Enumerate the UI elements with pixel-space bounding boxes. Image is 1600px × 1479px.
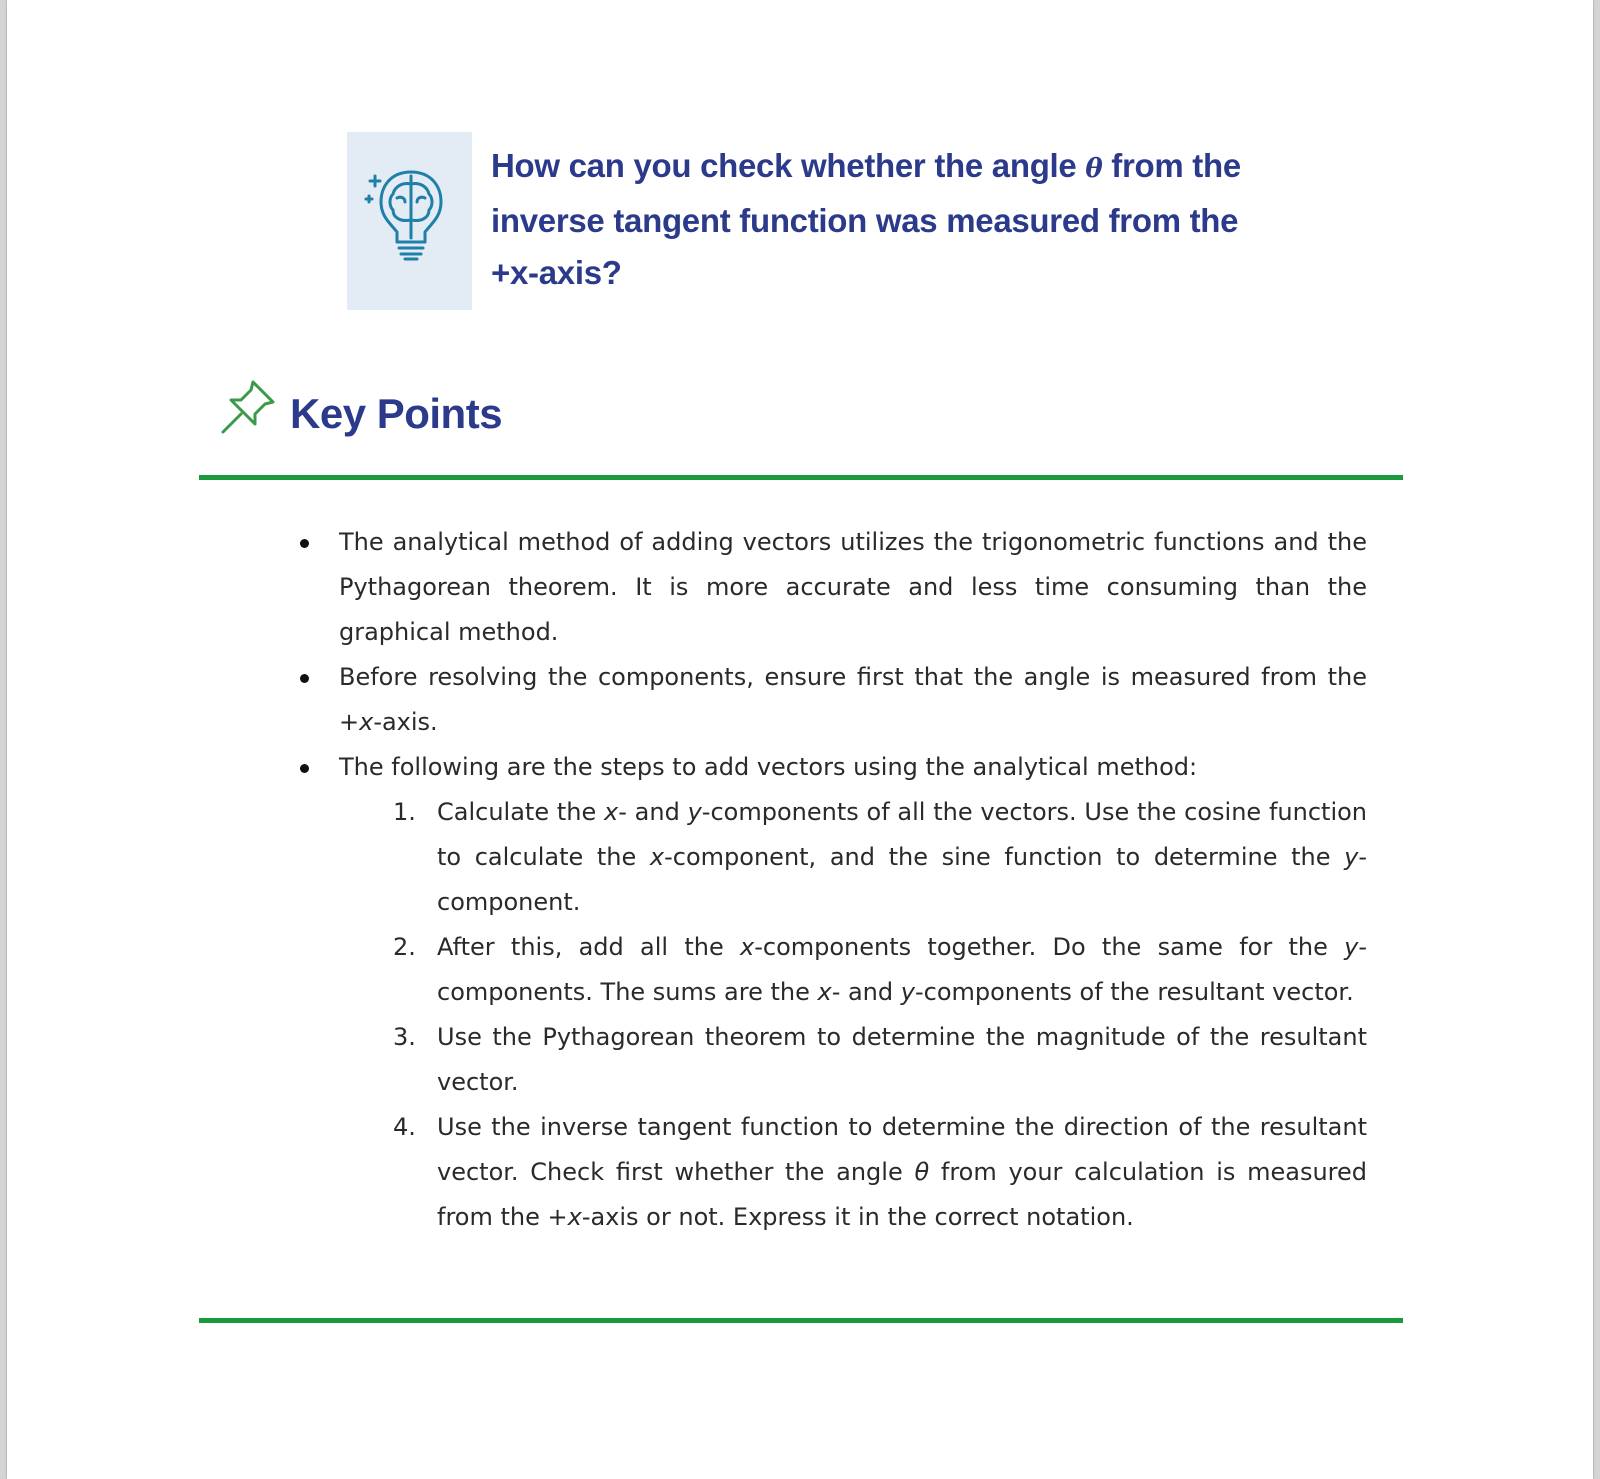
step-item: 2. After this, add all the x-components together. Do the same for the y-components. The sums are the x- and y-components of the resultant vector.	[393, 933, 1367, 1006]
brain-lightbulb-icon	[361, 162, 461, 267]
bottom-divider	[199, 1318, 1403, 1323]
list-item: The following are the steps to add vectors using the analytical method:	[297, 745, 1367, 790]
pushpin-icon	[219, 376, 279, 436]
step-item: 3. Use the Pythagorean theorem to determine the magnitude of the resultant vector.	[393, 1023, 1367, 1096]
document-page	[7, 0, 1593, 1479]
step-item: 4. Use the inverse tangent function to determine the direction of the resultant vector. Check first whether the angle θ from your calculation is measured from the +x-axis or not. Express it in the correct notation.	[393, 1113, 1367, 1231]
steps-list	[297, 790, 1367, 1240]
list-item: The analytical method of adding vectors utilizes the trigonometric functions and the Pythagorean theorem. It is more accurate and less time consuming than the graphical method.	[297, 520, 1367, 655]
think-question: How can you check whether the angle θ from the inverse tangent function was measured from the +x-axis?	[491, 147, 1241, 291]
step-item: 1. Calculate the x- and y-components of all the vectors. Use the cosine function to calculate the x-component, and the sine function to determine the y-component.	[393, 798, 1368, 916]
key-points-content	[297, 520, 1367, 1240]
think-icon-box	[347, 132, 472, 310]
key-points-heading: Key Points	[290, 390, 503, 437]
top-divider	[199, 475, 1403, 480]
key-points-list	[297, 520, 1367, 790]
list-item: Before resolving the components, ensure first that the angle is measured from the +x-axis.	[297, 655, 1367, 745]
